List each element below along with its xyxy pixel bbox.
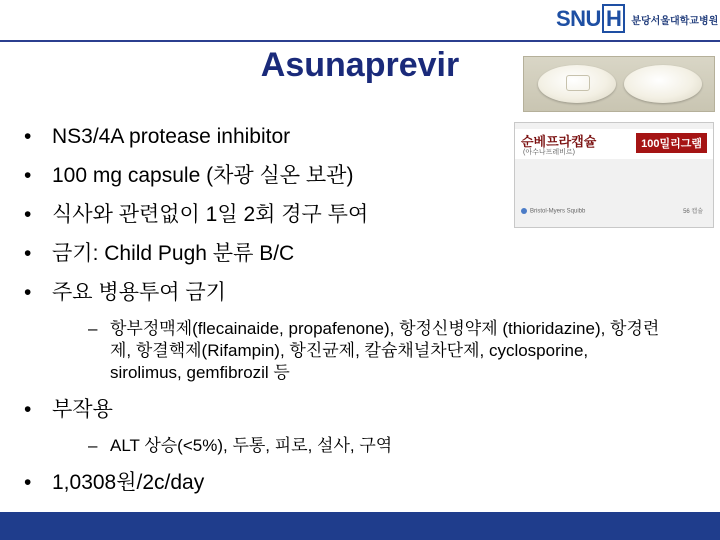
hospital-logo — [556, 6, 718, 32]
package-maker: Bristol-Myers Squibb — [521, 208, 585, 215]
bullet-list — [22, 124, 702, 509]
sub-bullet-item: – 항부정맥제(flecainaide, propafenone), 항정신병약제 (thioridazine), 항경련제, 항결핵제(Rifampin), 항진균제, 칼슘채널차단제, cyclosporine, sirolimus, gemfibrozil 등 — [52, 318, 702, 384]
package-brand: 순베프라캡슐 — [521, 134, 597, 149]
logo-mark: SNU H — [556, 6, 625, 32]
bullet-label: 주요 병용투여 금기 — [52, 281, 226, 304]
capsule-photo — [523, 56, 715, 112]
bullet-item — [22, 280, 702, 384]
capsule-image — [538, 65, 616, 103]
header-rule — [0, 40, 720, 42]
footer-band — [0, 512, 720, 540]
bullet-item: • 금기: Child Pugh 분류 B/C — [22, 241, 702, 267]
sub-bullet-list — [52, 318, 702, 384]
package-count: 56 캡슐 — [683, 209, 703, 215]
bullet-item: • 식사와 관련없이 1일 2회 경구 투여 — [22, 202, 702, 228]
slide-title: Asunaprevir — [260, 46, 460, 84]
logo-text: 분당서울대학교병원 — [631, 15, 719, 27]
sub-bullet-item: – ALT 상승(<5%), 두통, 피로, 설사, 구역 — [52, 435, 702, 457]
sub-bullet-list — [52, 435, 702, 457]
package-dose: 100밀리그램 — [636, 133, 707, 153]
capsule-image — [624, 65, 702, 103]
bullet-label: 부작용 — [52, 398, 113, 421]
bullet-item — [22, 397, 702, 457]
bullet-item: • NS3/4A protease inhibitor — [22, 124, 702, 150]
bullet-item: • 1,0308원/2c/day — [22, 470, 702, 496]
package-subtitle: (아수나프레비르) — [523, 149, 575, 156]
bullet-item: • 100 mg capsule (차광 실온 보관) — [22, 163, 702, 189]
